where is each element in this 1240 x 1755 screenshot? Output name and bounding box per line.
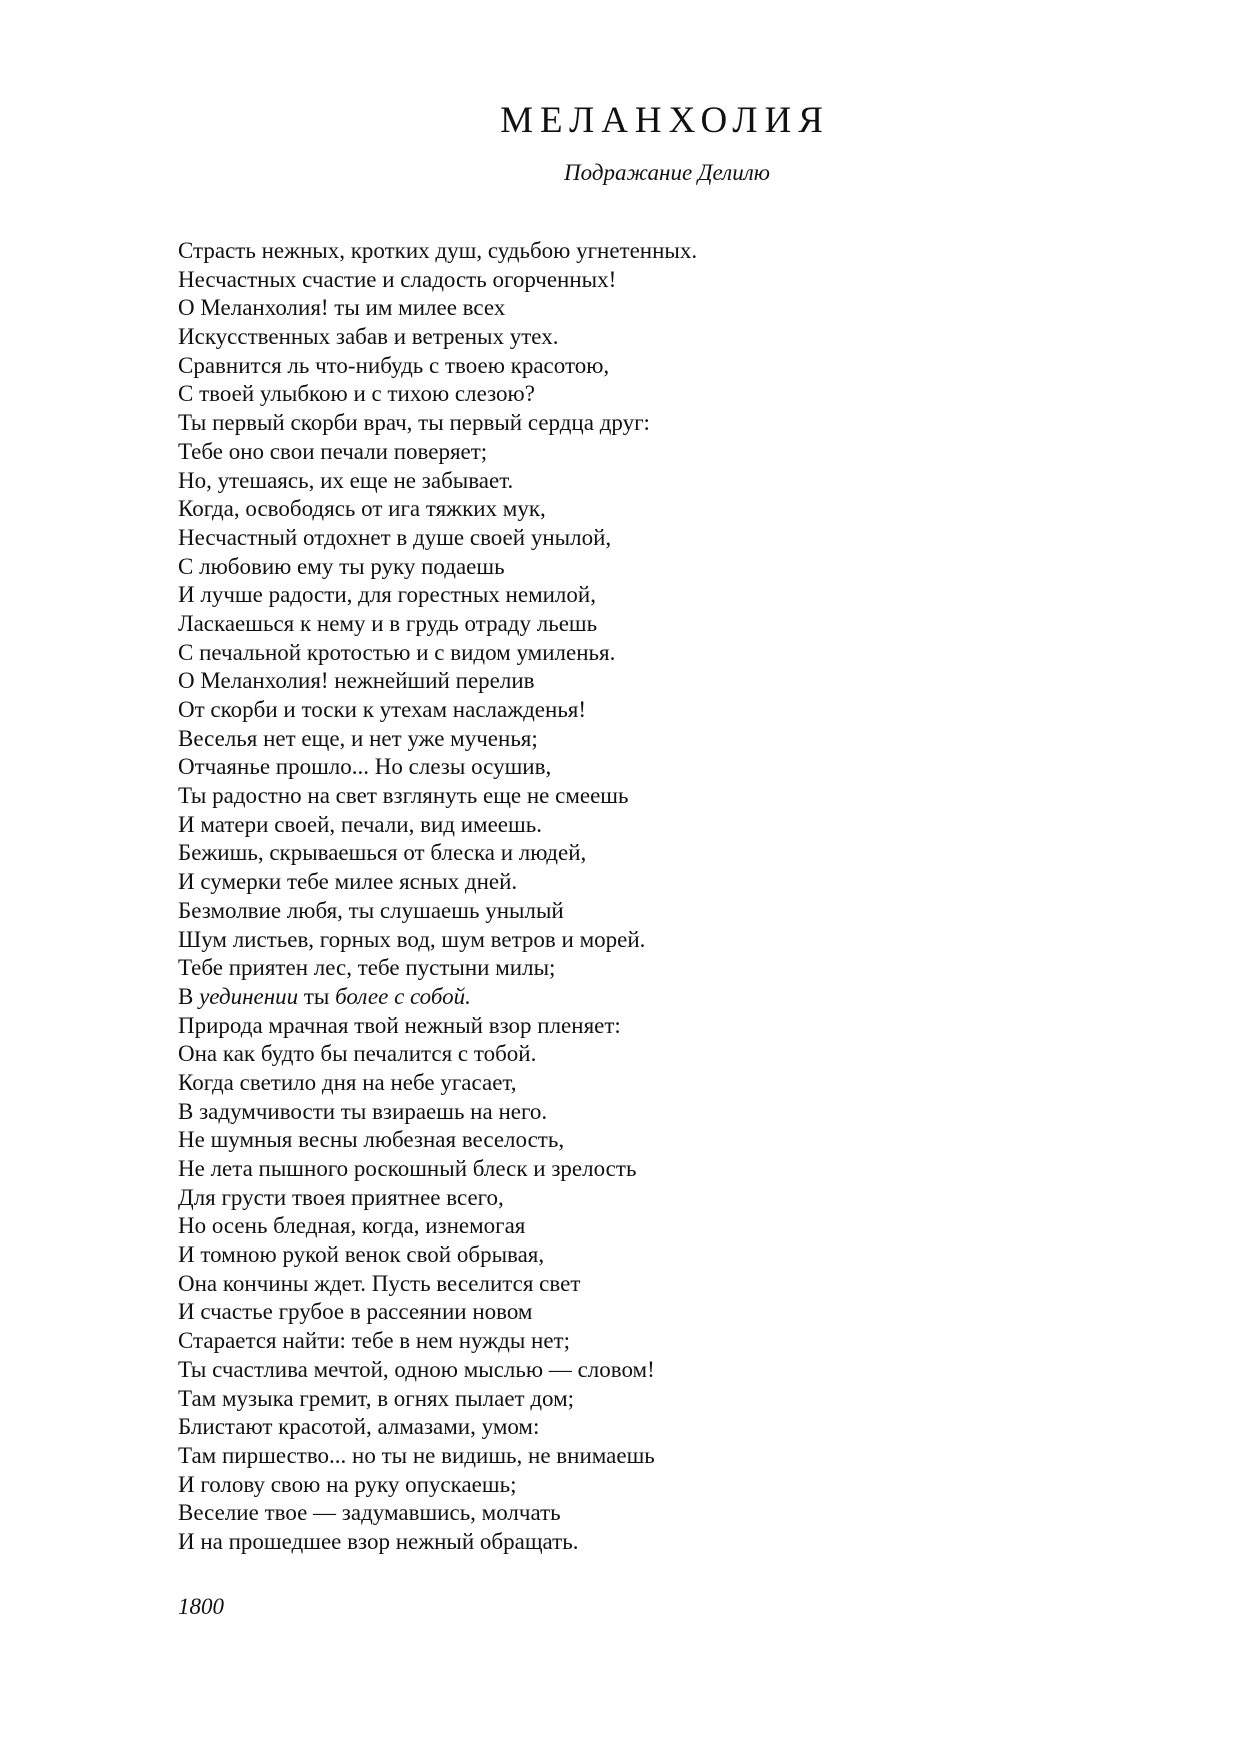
poem-line: От скорби и тоски к утехам наслажденья! — [178, 697, 587, 722]
poem-line: Веселие твое — задумавшись, молчать — [178, 1500, 561, 1526]
poem-line: Там пиршество... но ты не видишь, не внимаешь — [178, 1442, 655, 1468]
poem-line: Ласкаешься к нему и в грудь отраду льешь — [178, 610, 598, 636]
poem-line: И на прошедшее взор нежный обращать. — [178, 1528, 579, 1554]
poem-line — [178, 983, 1178, 1012]
poem-line: С твоей улыбкою и с тихою слезою? — [178, 381, 535, 407]
line-fragment: ты — [298, 983, 336, 1009]
poem-line: Несчастный отдохнет в душе своей унылой, — [178, 524, 612, 550]
poem-line: Но осень бледная, когда, изнемогая — [178, 1213, 526, 1239]
poem-line: В задумчивости ты взираешь на него. — [178, 1098, 548, 1124]
poem-line: Веселья нет еще, и нет уже мученья; — [178, 725, 538, 751]
poem-line: Бежишь, скрываешься от блеска и людей, — [178, 840, 587, 866]
poem-line: И сумерки тебе милее ясных дней. — [178, 869, 518, 895]
poem-line: Ты радостно на свет взглянуть еще не смеешь — [178, 783, 629, 809]
poem-subtitle: Подражание Делилю — [564, 160, 770, 185]
poem-line: И голову свою на руку опускаешь; — [178, 1471, 517, 1497]
poem-line: Отчаянье прошло... Но слезы осушив, — [178, 754, 552, 780]
poem-line: Сравнится ль что-нибудь с твоею красотою, — [178, 352, 610, 378]
italic-emphasis: уединении — [199, 983, 299, 1009]
poem-line: Не лета пышного роскошный блеск и зрелость — [178, 1156, 637, 1181]
poem-line: Шум листьев, горных вод, шум ветров и морей. — [178, 926, 646, 952]
poem-line: Блистают красотой, алмазами, умом: — [178, 1414, 540, 1440]
poem-line: И томною рукой венок свой обрывая, — [178, 1242, 545, 1268]
poem-line: С печальной кротостью и с видом умиленья. — [178, 639, 616, 665]
poem-line: Она кончины ждет. Пусть веселится свет — [178, 1270, 581, 1296]
poem-line: Безмолвие любя, ты слушаешь унылый — [178, 897, 564, 923]
poem-line: О Меланхолия! ты им милее всех — [178, 295, 506, 321]
poem-line: Страсть нежных, кротких душ, судьбою угнетенных. — [178, 238, 698, 263]
poem-line: Она как будто бы печалится с тобой. — [178, 1041, 537, 1067]
poem-line: И матери своей, печали, вид имеешь. — [178, 811, 542, 837]
poem-line: Ты счастлива мечтой, одною мыслью — словом! — [178, 1356, 655, 1382]
poem-line: Искусственных забав и ветреных утех. — [178, 324, 559, 350]
poem-line: Когда светило дня на небе угасает, — [178, 1069, 517, 1095]
poem-line: Но, утешаясь, их еще не забывает. — [178, 467, 514, 493]
poem-line: Там музыка гремит, в огнях пылает дом; — [178, 1385, 575, 1411]
poem-line: Для грусти твоея приятнее всего, — [178, 1184, 504, 1210]
poem-line: Когда, освободясь от ига тяжких мук, — [178, 496, 546, 522]
poem-body — [178, 237, 1178, 1557]
poem-line: Старается найти: тебе в нем нужды нет; — [178, 1328, 570, 1354]
poem-line: С любовию ему ты руку подаешь — [178, 553, 505, 579]
line-fragment: В — [178, 983, 200, 1009]
poem-line: О Меланхолия! нежнейший перелив — [178, 668, 535, 694]
poem-line: И счастье грубое в рассеянии новом — [178, 1299, 533, 1325]
poem-line: Ты первый скорби врач, ты первый сердца друг: — [178, 410, 650, 436]
poem-line: И лучше радости, для горестных немилой, — [178, 582, 596, 608]
poem-line: Несчастных счастие и сладость огорченных! — [178, 266, 617, 292]
poem-line: Не шумныя весны любезная веселость, — [178, 1127, 565, 1153]
poem-line: Тебе приятен лес, тебе пустыни милы; — [178, 955, 556, 981]
poem-date: 1800 — [178, 1594, 224, 1619]
poem-line: Тебе оно свои печали поверяет; — [178, 438, 488, 464]
poem-line: Природа мрачная твой нежный взор пленяет: — [178, 1012, 621, 1038]
poem-title: МЕЛАНХОЛИЯ — [500, 100, 830, 141]
italic-emphasis: более с собой. — [335, 983, 471, 1009]
